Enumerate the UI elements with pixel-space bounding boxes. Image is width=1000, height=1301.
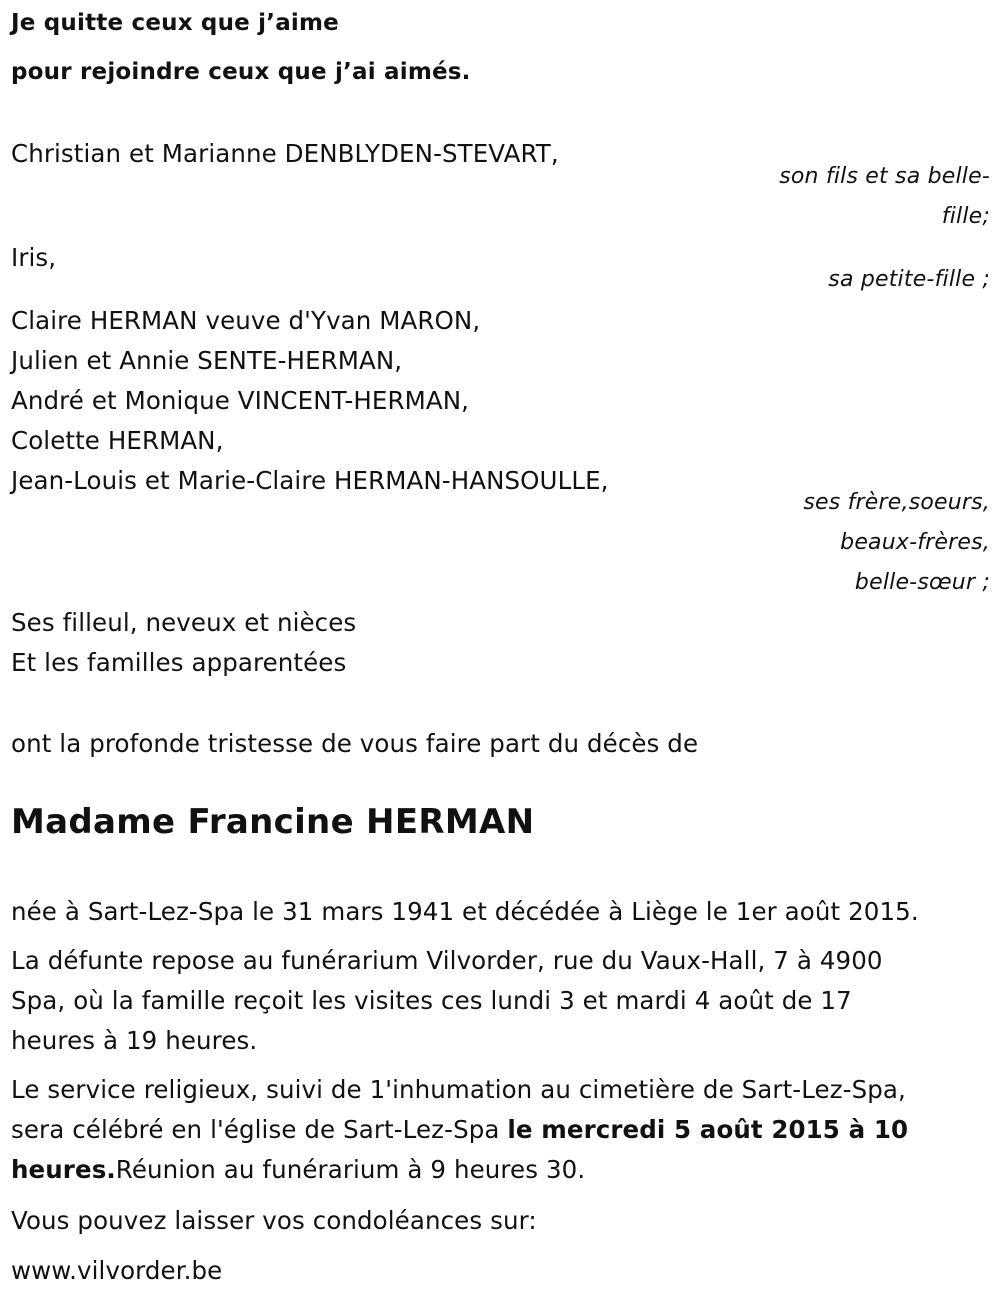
siblings-relation-line: beaux-frères, [840,530,990,555]
son-relation-line-2: fille; [941,204,990,229]
announcement: ont la profonde tristesse de vous faire part du décès de [11,729,699,758]
service-line-2 [11,1115,908,1144]
family-granddaughter: Iris, [11,243,57,272]
sibling-line: André et Monique VINCENT-HERMAN, [11,386,470,415]
service-date-time: le mercredi 5 août 2015 à 10 [507,1115,909,1144]
extended-family-line: Et les familles apparentées [11,648,347,677]
sibling-line: Claire HERMAN veuve d'Yvan MARON, [11,306,481,335]
son-relation-line-1: son fils et sa belle- [779,164,990,189]
repose-line: Spa, où la famille reçoit les visites ces lundi 3 et mardi 4 août de 17 [11,986,852,1015]
service-line-3 [11,1155,585,1184]
service-line-2-text: sera célébré en l'église de Sart-Lez-Spa [11,1115,508,1144]
sibling-line: Colette HERMAN, [11,426,224,455]
extended-family-line: Ses filleul, neveux et nièces [11,608,357,637]
birth-death-line: née à Sart-Lez-Spa le 31 mars 1941 et décédée à Liège le 1er août 2015. [11,897,919,926]
family-son: Christian et Marianne DENBLYDEN-STEVART, [11,139,559,168]
service-time-end: heures. [11,1155,116,1184]
service-line-3-text: Réunion au funérarium à 9 heures 30. [115,1155,586,1184]
siblings-relation-line: belle-sœur ; [854,570,990,595]
repose-line: La défunte repose au funérarium Vilvorder, rue du Vaux-Hall, 7 à 4900 [11,946,883,975]
condolences-text: Vous pouvez laisser vos condoléances sur: [11,1206,537,1235]
sibling-line: Jean-Louis et Marie-Claire HERMAN-HANSOULLE, [11,466,609,495]
repose-line: heures à 19 heures. [11,1026,258,1055]
granddaughter-relation: sa petite-fille ; [828,267,990,292]
epigraph-line-2: pour rejoindre ceux que j’ai aimés. [11,59,471,85]
deceased-name: Madame Francine HERMAN [11,802,535,842]
website-link[interactable]: www.vilvorder.be [11,1256,223,1285]
epigraph-line-1: Je quitte ceux que j’aime [11,10,339,36]
service-line-1: Le service religieux, suivi de 1'inhumation au cimetière de Sart-Lez-Spa, [11,1075,906,1104]
siblings-relation-line: ses frère,soeurs, [803,490,990,515]
sibling-line: Julien et Annie SENTE-HERMAN, [11,346,403,375]
